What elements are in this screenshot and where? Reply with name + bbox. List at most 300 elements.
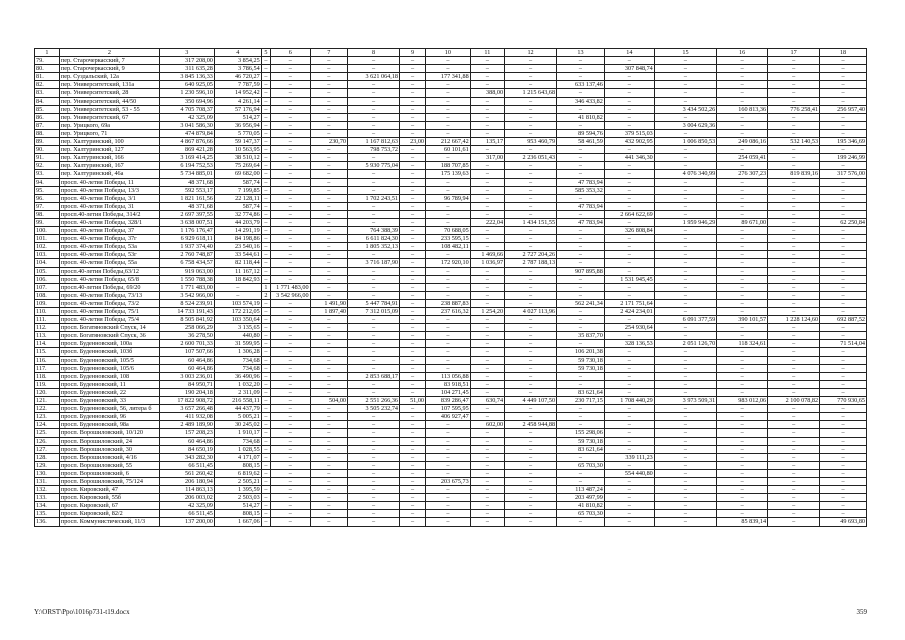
value-cell: –: [470, 332, 504, 340]
value-cell: 71 514,04: [820, 340, 867, 348]
value-cell: 2 100 078,82: [768, 397, 820, 405]
value-cell: –: [505, 227, 557, 235]
value-cell: –: [470, 429, 504, 437]
value-cell: –: [768, 332, 820, 340]
value-cell: –: [820, 494, 867, 502]
value-cell: 44 437,79: [214, 405, 261, 413]
value-cell: –: [820, 299, 867, 307]
value-cell: –: [310, 89, 347, 97]
value-cell: –: [604, 413, 654, 421]
value-cell: –: [768, 299, 820, 307]
value-cell: –: [310, 486, 347, 494]
value-cell: 36 956,94: [214, 121, 261, 129]
address-cell: просп.40-летия Победы, 69/20: [59, 283, 159, 291]
value-cell: 36 278,50: [159, 332, 214, 340]
table-row: [35, 413, 867, 421]
table-row: [35, 89, 867, 97]
value-cell: –: [717, 429, 768, 437]
value-cell: –: [261, 461, 270, 469]
value-cell: –: [271, 494, 311, 502]
value-cell: 137 200,00: [159, 518, 214, 526]
value-cell: 230,70: [310, 138, 347, 146]
value-cell: –: [717, 202, 768, 210]
value-cell: –: [470, 121, 504, 129]
value-cell: –: [654, 405, 716, 413]
value-cell: –: [768, 113, 820, 121]
value-cell: –: [505, 267, 557, 275]
value-cell: –: [717, 324, 768, 332]
value-cell: –: [400, 510, 426, 518]
address-cell: пер. Халтуринский, 46а: [59, 170, 159, 178]
value-cell: 62 250,84: [820, 218, 867, 226]
value-cell: 84 650,19: [159, 445, 214, 453]
value-cell: –: [717, 113, 768, 121]
value-cell: –: [604, 105, 654, 113]
value-cell: –: [310, 146, 347, 154]
column-number: 17: [768, 49, 820, 57]
value-cell: –: [470, 437, 504, 445]
value-cell: 3 169 414,25: [159, 154, 214, 162]
table-row: [35, 178, 867, 186]
address-cell: просп. 40-летия Победы, 11: [59, 178, 159, 186]
value-cell: –: [654, 437, 716, 445]
value-cell: –: [271, 388, 311, 396]
value-cell: –: [470, 445, 504, 453]
value-cell: –: [348, 210, 400, 218]
value-cell: –: [261, 113, 270, 121]
value-cell: –: [820, 453, 867, 461]
value-cell: –: [271, 275, 311, 283]
row-number-cell: 132.: [35, 486, 60, 494]
table-row: [35, 299, 867, 307]
value-cell: 554 440,80: [604, 469, 654, 477]
value-cell: –: [470, 105, 504, 113]
value-cell: –: [717, 348, 768, 356]
value-cell: –: [820, 445, 867, 453]
value-cell: –: [654, 210, 716, 218]
value-cell: –: [271, 210, 311, 218]
value-cell: 48 371,68: [159, 178, 214, 186]
value-cell: 907 895,88: [557, 267, 605, 275]
value-cell: –: [348, 502, 400, 510]
value-cell: –: [505, 73, 557, 81]
value-cell: –: [505, 356, 557, 364]
value-cell: –: [271, 413, 311, 421]
value-cell: –: [400, 437, 426, 445]
value-cell: –: [604, 486, 654, 494]
value-cell: –: [654, 324, 716, 332]
value-cell: –: [820, 267, 867, 275]
value-cell: –: [261, 218, 270, 226]
value-cell: –: [261, 380, 270, 388]
value-cell: –: [505, 57, 557, 65]
address-cell: пер. Университетский, 44/50: [59, 97, 159, 105]
value-cell: –: [400, 372, 426, 380]
table-row: [35, 340, 867, 348]
value-cell: 1 702 243,51: [348, 194, 400, 202]
value-cell: –: [557, 251, 605, 259]
table-row: [35, 227, 867, 235]
value-cell: 276 307,23: [717, 170, 768, 178]
value-cell: –: [604, 348, 654, 356]
value-cell: 2: [261, 291, 270, 299]
value-cell: –: [604, 518, 654, 526]
value-cell: –: [261, 57, 270, 65]
value-cell: 1 667,06: [214, 518, 261, 526]
value-cell: 108 482,11: [426, 243, 471, 251]
value-cell: –: [426, 445, 471, 453]
value-cell: –: [400, 154, 426, 162]
value-cell: –: [654, 469, 716, 477]
value-cell: –: [820, 356, 867, 364]
value-cell: –: [820, 235, 867, 243]
value-cell: 2 551 266,36: [348, 397, 400, 405]
value-cell: 350 694,96: [159, 97, 214, 105]
value-cell: –: [310, 178, 347, 186]
value-cell: –: [768, 372, 820, 380]
value-cell: –: [310, 469, 347, 477]
value-cell: 75 269,64: [214, 162, 261, 170]
column-number: 6: [271, 49, 311, 57]
value-cell: –: [604, 461, 654, 469]
value-cell: –: [654, 348, 716, 356]
value-cell: –: [820, 121, 867, 129]
value-cell: 38 510,12: [214, 154, 261, 162]
value-cell: –: [654, 372, 716, 380]
table-row: [35, 494, 867, 502]
value-cell: 23,00: [400, 138, 426, 146]
value-cell: –: [604, 178, 654, 186]
value-cell: –: [820, 162, 867, 170]
value-cell: –: [768, 267, 820, 275]
value-cell: –: [271, 397, 311, 405]
value-cell: –: [820, 429, 867, 437]
address-cell: просп. 40-летия Победы, 37: [59, 227, 159, 235]
value-cell: –: [310, 421, 347, 429]
value-cell: –: [400, 461, 426, 469]
value-cell: –: [261, 494, 270, 502]
value-cell: –: [310, 437, 347, 445]
address-cell: просп. Коммунистический, 11/3: [59, 518, 159, 526]
value-cell: –: [214, 283, 261, 291]
value-cell: –: [470, 518, 504, 526]
value-cell: –: [310, 243, 347, 251]
value-cell: –: [400, 324, 426, 332]
value-cell: –: [820, 437, 867, 445]
value-cell: 311 635,28: [159, 65, 214, 73]
row-number-cell: 105.: [35, 267, 60, 275]
value-cell: –: [310, 186, 347, 194]
value-cell: –: [768, 518, 820, 526]
value-cell: –: [400, 210, 426, 218]
value-cell: –: [820, 243, 867, 251]
value-cell: 2 458 944,88: [505, 421, 557, 429]
value-cell: 6 091 377,59: [654, 316, 716, 324]
value-cell: 692 887,52: [820, 316, 867, 324]
value-cell: –: [310, 364, 347, 372]
address-cell: пер. Старочеркасский, 9: [59, 65, 159, 73]
table-row: [35, 121, 867, 129]
value-cell: –: [470, 129, 504, 137]
value-cell: –: [820, 502, 867, 510]
address-cell: просп.40-летия Победы, 314/2: [59, 210, 159, 218]
table-row: [35, 113, 867, 121]
value-cell: –: [310, 494, 347, 502]
row-number-cell: 134.: [35, 502, 60, 510]
value-cell: –: [557, 469, 605, 477]
value-cell: –: [717, 510, 768, 518]
value-cell: –: [654, 502, 716, 510]
value-cell: –: [470, 283, 504, 291]
value-cell: –: [400, 348, 426, 356]
value-cell: –: [557, 73, 605, 81]
value-cell: 1 708 440,29: [604, 397, 654, 405]
value-cell: 5 930 775,04: [348, 162, 400, 170]
value-cell: –: [557, 316, 605, 324]
value-cell: –: [271, 97, 311, 105]
row-number-cell: 115.: [35, 348, 60, 356]
value-cell: –: [470, 97, 504, 105]
value-cell: –: [557, 421, 605, 429]
value-cell: –: [654, 486, 716, 494]
value-cell: 630,74: [470, 397, 504, 405]
value-cell: 4 027 113,96: [505, 308, 557, 316]
value-cell: 3 542 966,00: [271, 291, 311, 299]
value-cell: –: [654, 308, 716, 316]
value-cell: –: [271, 186, 311, 194]
value-cell: –: [654, 421, 716, 429]
table-row: [35, 105, 867, 113]
value-cell: 2 664 622,69: [604, 210, 654, 218]
value-cell: 585 353,32: [557, 186, 605, 194]
value-cell: 59 147,37: [214, 138, 261, 146]
value-cell: 562 241,34: [557, 299, 605, 307]
value-cell: –: [604, 502, 654, 510]
value-cell: 1 771 483,00: [159, 283, 214, 291]
value-cell: –: [505, 146, 557, 154]
value-cell: –: [261, 437, 270, 445]
document-path: Y:\ORST\Ppo\1016p731-t19.docx: [34, 608, 130, 616]
row-number-cell: 114.: [35, 340, 60, 348]
value-cell: –: [820, 113, 867, 121]
table-row: [35, 283, 867, 291]
value-cell: 983 012,06: [717, 397, 768, 405]
value-cell: 3 542 966,00: [159, 291, 214, 299]
value-cell: –: [820, 65, 867, 73]
value-cell: –: [470, 113, 504, 121]
value-cell: –: [557, 518, 605, 526]
value-cell: 2 727 204,26: [505, 251, 557, 259]
value-cell: –: [654, 259, 716, 267]
value-cell: –: [310, 510, 347, 518]
value-cell: 237 616,32: [426, 308, 471, 316]
value-cell: –: [271, 202, 311, 210]
value-cell: 89 594,76: [557, 129, 605, 137]
value-cell: –: [717, 405, 768, 413]
value-cell: –: [470, 316, 504, 324]
value-cell: 1: [261, 283, 270, 291]
value-cell: –: [470, 486, 504, 494]
value-cell: 1 228 124,60: [768, 316, 820, 324]
value-cell: –: [557, 162, 605, 170]
value-cell: 256 957,40: [820, 105, 867, 113]
value-cell: –: [717, 364, 768, 372]
value-cell: –: [557, 405, 605, 413]
value-cell: –: [271, 372, 311, 380]
value-cell: –: [768, 227, 820, 235]
value-cell: 953 460,79: [505, 138, 557, 146]
value-cell: –: [348, 251, 400, 259]
value-cell: –: [348, 413, 400, 421]
row-number-cell: 91.: [35, 154, 60, 162]
value-cell: –: [470, 81, 504, 89]
value-cell: 103 574,19: [214, 299, 261, 307]
value-cell: –: [426, 154, 471, 162]
value-cell: –: [400, 202, 426, 210]
value-cell: –: [310, 316, 347, 324]
value-cell: –: [717, 267, 768, 275]
value-cell: –: [768, 429, 820, 437]
value-cell: –: [400, 299, 426, 307]
table-row: [35, 81, 867, 89]
value-cell: –: [348, 275, 400, 283]
value-cell: –: [310, 57, 347, 65]
value-cell: –: [717, 81, 768, 89]
value-cell: 561 260,42: [159, 469, 214, 477]
value-cell: 135,17: [470, 138, 504, 146]
column-number: 11: [470, 49, 504, 57]
value-cell: –: [820, 372, 867, 380]
row-number-cell: 97.: [35, 202, 60, 210]
value-cell: –: [505, 194, 557, 202]
value-cell: –: [717, 299, 768, 307]
value-cell: 216 558,11: [214, 397, 261, 405]
value-cell: 14 733 191,43: [159, 308, 214, 316]
value-cell: 1 032,20: [214, 380, 261, 388]
value-cell: –: [271, 356, 311, 364]
value-cell: –: [261, 146, 270, 154]
value-cell: –: [717, 73, 768, 81]
value-cell: 107 507,66: [159, 348, 214, 356]
value-cell: –: [470, 340, 504, 348]
value-cell: –: [348, 97, 400, 105]
value-cell: –: [271, 105, 311, 113]
value-cell: 33 544,61: [214, 251, 261, 259]
value-cell: –: [470, 210, 504, 218]
value-cell: –: [426, 186, 471, 194]
value-cell: 82 118,44: [214, 259, 261, 267]
value-cell: –: [654, 178, 716, 186]
value-cell: –: [604, 146, 654, 154]
value-cell: 734,68: [214, 356, 261, 364]
value-cell: –: [768, 235, 820, 243]
table-row: [35, 162, 867, 170]
value-cell: 2 236 051,43: [505, 154, 557, 162]
value-cell: –: [470, 275, 504, 283]
value-cell: –: [717, 243, 768, 251]
value-cell: 155 298,06: [557, 429, 605, 437]
value-cell: –: [768, 146, 820, 154]
value-cell: –: [654, 445, 716, 453]
address-cell: просп. 40-летия Победы, 73/13: [59, 291, 159, 299]
value-cell: –: [400, 267, 426, 275]
value-cell: 60 464,86: [159, 356, 214, 364]
value-cell: –: [261, 397, 270, 405]
table-row: [35, 372, 867, 380]
value-cell: 5 734 885,01: [159, 170, 214, 178]
value-cell: 190 204,18: [159, 388, 214, 396]
value-cell: –: [348, 461, 400, 469]
value-cell: –: [261, 227, 270, 235]
value-cell: –: [768, 202, 820, 210]
value-cell: –: [768, 73, 820, 81]
row-number-cell: 136.: [35, 518, 60, 526]
table-row: [35, 170, 867, 178]
value-cell: –: [348, 445, 400, 453]
value-cell: –: [717, 97, 768, 105]
value-cell: –: [426, 89, 471, 97]
value-cell: –: [400, 81, 426, 89]
table-row: [35, 348, 867, 356]
value-cell: –: [348, 154, 400, 162]
value-cell: –: [470, 186, 504, 194]
value-cell: –: [271, 81, 311, 89]
value-cell: 47 783,94: [557, 218, 605, 226]
value-cell: 3 716 187,90: [348, 259, 400, 267]
value-cell: –: [271, 138, 311, 146]
value-cell: –: [768, 421, 820, 429]
value-cell: –: [820, 291, 867, 299]
value-cell: –: [717, 121, 768, 129]
value-cell: –: [310, 388, 347, 396]
value-cell: –: [400, 243, 426, 251]
value-cell: –: [654, 388, 716, 396]
row-number-cell: 127.: [35, 445, 60, 453]
value-cell: –: [310, 251, 347, 259]
value-cell: –: [717, 275, 768, 283]
table-row: [35, 57, 867, 65]
value-cell: 65 703,30: [557, 461, 605, 469]
value-cell: –: [604, 57, 654, 65]
value-cell: –: [400, 421, 426, 429]
value-cell: –: [470, 65, 504, 73]
value-cell: –: [261, 178, 270, 186]
value-cell: –: [310, 259, 347, 267]
value-cell: –: [505, 113, 557, 121]
value-cell: –: [271, 405, 311, 413]
table-row: [35, 405, 867, 413]
value-cell: –: [348, 340, 400, 348]
value-cell: –: [717, 494, 768, 502]
value-cell: –: [400, 146, 426, 154]
value-cell: –: [604, 510, 654, 518]
row-number-cell: 107.: [35, 283, 60, 291]
value-cell: –: [654, 202, 716, 210]
table-row: [35, 251, 867, 259]
value-cell: –: [820, 129, 867, 137]
value-cell: –: [261, 518, 270, 526]
value-cell: 343 282,30: [159, 453, 214, 461]
value-cell: –: [505, 437, 557, 445]
row-number-cell: 83.: [35, 89, 60, 97]
value-cell: –: [261, 170, 270, 178]
value-cell: 36 490,96: [214, 372, 261, 380]
value-cell: 1 491,90: [310, 299, 347, 307]
value-cell: 203 497,99: [557, 494, 605, 502]
value-cell: 764 388,39: [348, 227, 400, 235]
value-cell: 8 524 239,91: [159, 299, 214, 307]
value-cell: –: [261, 259, 270, 267]
